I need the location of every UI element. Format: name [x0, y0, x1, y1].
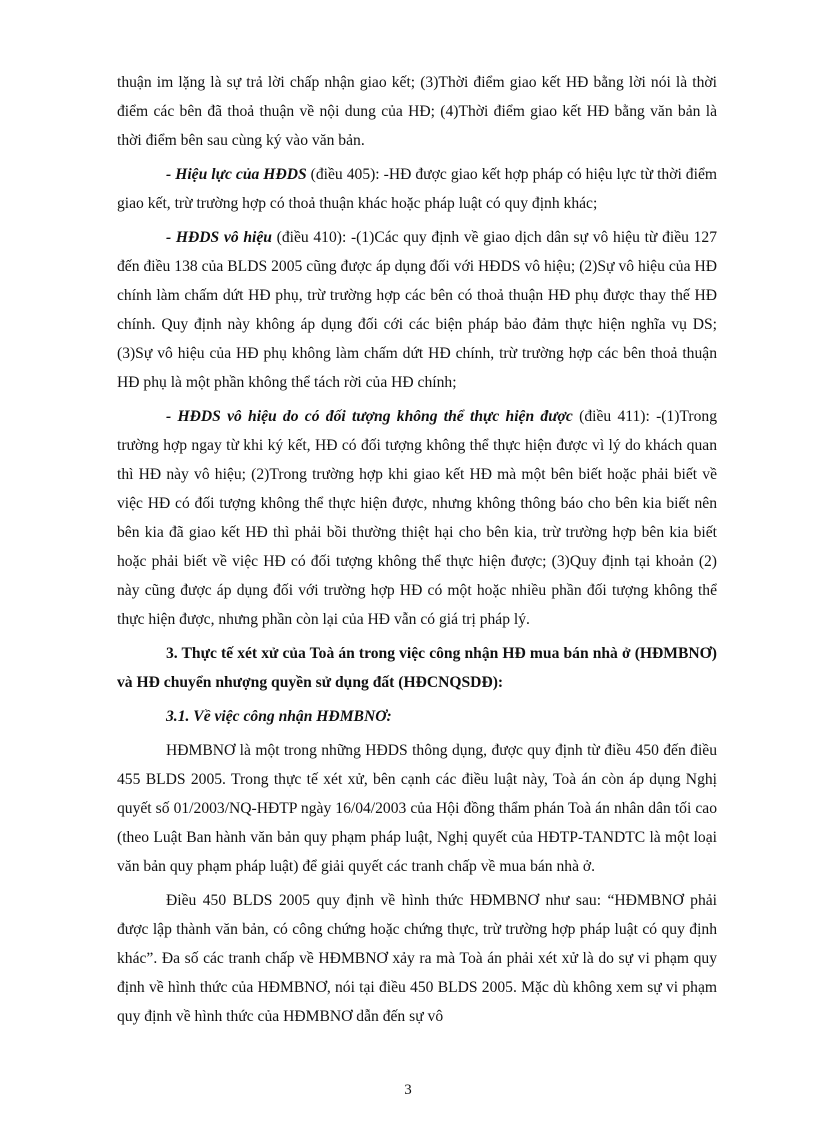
term-contract-validity: - Hiệu lực của HĐDS: [166, 166, 307, 183]
paragraph-void-impossible-object: [117, 402, 717, 634]
paragraph-article-450: Điều 450 BLDS 2005 quy định về hình thức HĐMBNƠ như sau: “HĐMBNƠ phải được lập thành văn bản, có công chứng hoặc chứng thực, trừ trường hợp pháp luật có quy định khác”. Đa số các tranh chấp về HĐMBNƠ xảy ra mà Toà án phải xét xử là do sự vi phạm quy định về hình thức của HĐMBNƠ, nói tại điều 450 BLDS 2005. Mặc dù không xem sự vi phạm quy định về hình thức của HĐMBNƠ dẫn đến sự vô: [117, 892, 717, 1025]
page-number: 3: [404, 1082, 412, 1098]
subsection-heading-text: 3.1. Về việc công nhận HĐMBNƠ:: [166, 708, 392, 725]
paragraph-contract-validity: [117, 160, 717, 218]
paragraph-text: (điều 411): -(1)Trong trường hợp ngay từ khi ký kết, HĐ có đối tượng không thể thực hiện được vì lý do khách quan thì HĐ này vô hiệu; (2)Trong trường hợp khi giao kết HĐ mà một bên biết hoặc phải biết về việc HĐ có đối tượng không thể thực hiện được, nhưng không thông báo cho bên kia biết nên bên kia đã giao kết HĐ thì phải bồi thường thiệt hại cho bên kia, trừ trường hợp bên kia biết hoặc phải biết về việc HĐ có đối tượng không thể thực hiện được; (3)Quy định tại khoản (2) này cũng được áp dụng đối với trường hợp HĐ có một hoặc nhiều phần đối tượng không thể thực hiện được, nhưng phần còn lại của HĐ vẫn có giá trị pháp lý.: [117, 408, 717, 628]
subsection-heading: [117, 702, 717, 731]
paragraph-text: (điều 405): -HĐ được giao kết hợp pháp có hiệu lực từ thời điểm giao kết, trừ trường hợp có thoả thuận khác hoặc pháp luật có quy định khác;: [117, 166, 717, 212]
section-heading: 3. Thực tế xét xử của Toà án trong việc công nhận HĐ mua bán nhà ở (HĐMBNƠ) và HĐ chuyển nhượng quyền sử dụng đất (HĐCNQSDĐ):: [117, 645, 717, 691]
term-void-impossible-object: - HĐDS vô hiệu do có đối tượng không thể thực hiện được: [166, 408, 573, 425]
document-page: [117, 68, 717, 1031]
paragraph-text: (điều 410): -(1)Các quy định về giao dịch dân sự vô hiệu từ điều 127 đến điều 138 của BLDS 2005 cũng được áp dụng đối với HĐDS vô hiệu; (2)Sự vô hiệu của HĐ chính làm chấm dứt HĐ phụ, trừ trường hợp các bên có thoả thuận HĐ phụ được thay thế HĐ chính. Quy định này không áp dụng đối cới các biện pháp bảo đảm thực hiện nghĩa vụ DS; (3)Sự vô hiệu của HĐ phụ không làm chấm dứt HĐ chính, trừ trường hợp các bên thoả thuận HĐ phụ là một phần không thể tách rời của HĐ chính;: [117, 229, 718, 391]
paragraph-housing-contract: HĐMBNƠ là một trong những HĐDS thông dụng, được quy định từ điều 450 đến điều 455 BLDS 2005. Trong thực tế xét xử, bên cạnh các điều luật này, Toà án còn áp dụng Nghị quyết số 01/2003/NQ-HĐTP ngày 16/04/2003 của Hội đồng thẩm phán Toà án nhân dân tối cao (theo Luật Ban hành văn bản quy phạm pháp luật, Nghị quyết của HĐTP-TANDTC là một loại văn bản quy phạm pháp luật) để giải quyết các tranh chấp về mua bán nhà ở.: [117, 742, 717, 875]
term-void-contract: - HĐDS vô hiệu: [166, 229, 272, 246]
paragraph-contract-timing: thuận im lặng là sự trả lời chấp nhận giao kết; (3)Thời điểm giao kết HĐ bằng lời nói là thời điểm các bên đã thoả thuận về nội dung của HĐ; (4)Thời điểm giao kết HĐ bằng văn bản là thời điểm bên sau cùng ký vào văn bản.: [117, 74, 717, 149]
paragraph-void-contract: [117, 223, 717, 397]
